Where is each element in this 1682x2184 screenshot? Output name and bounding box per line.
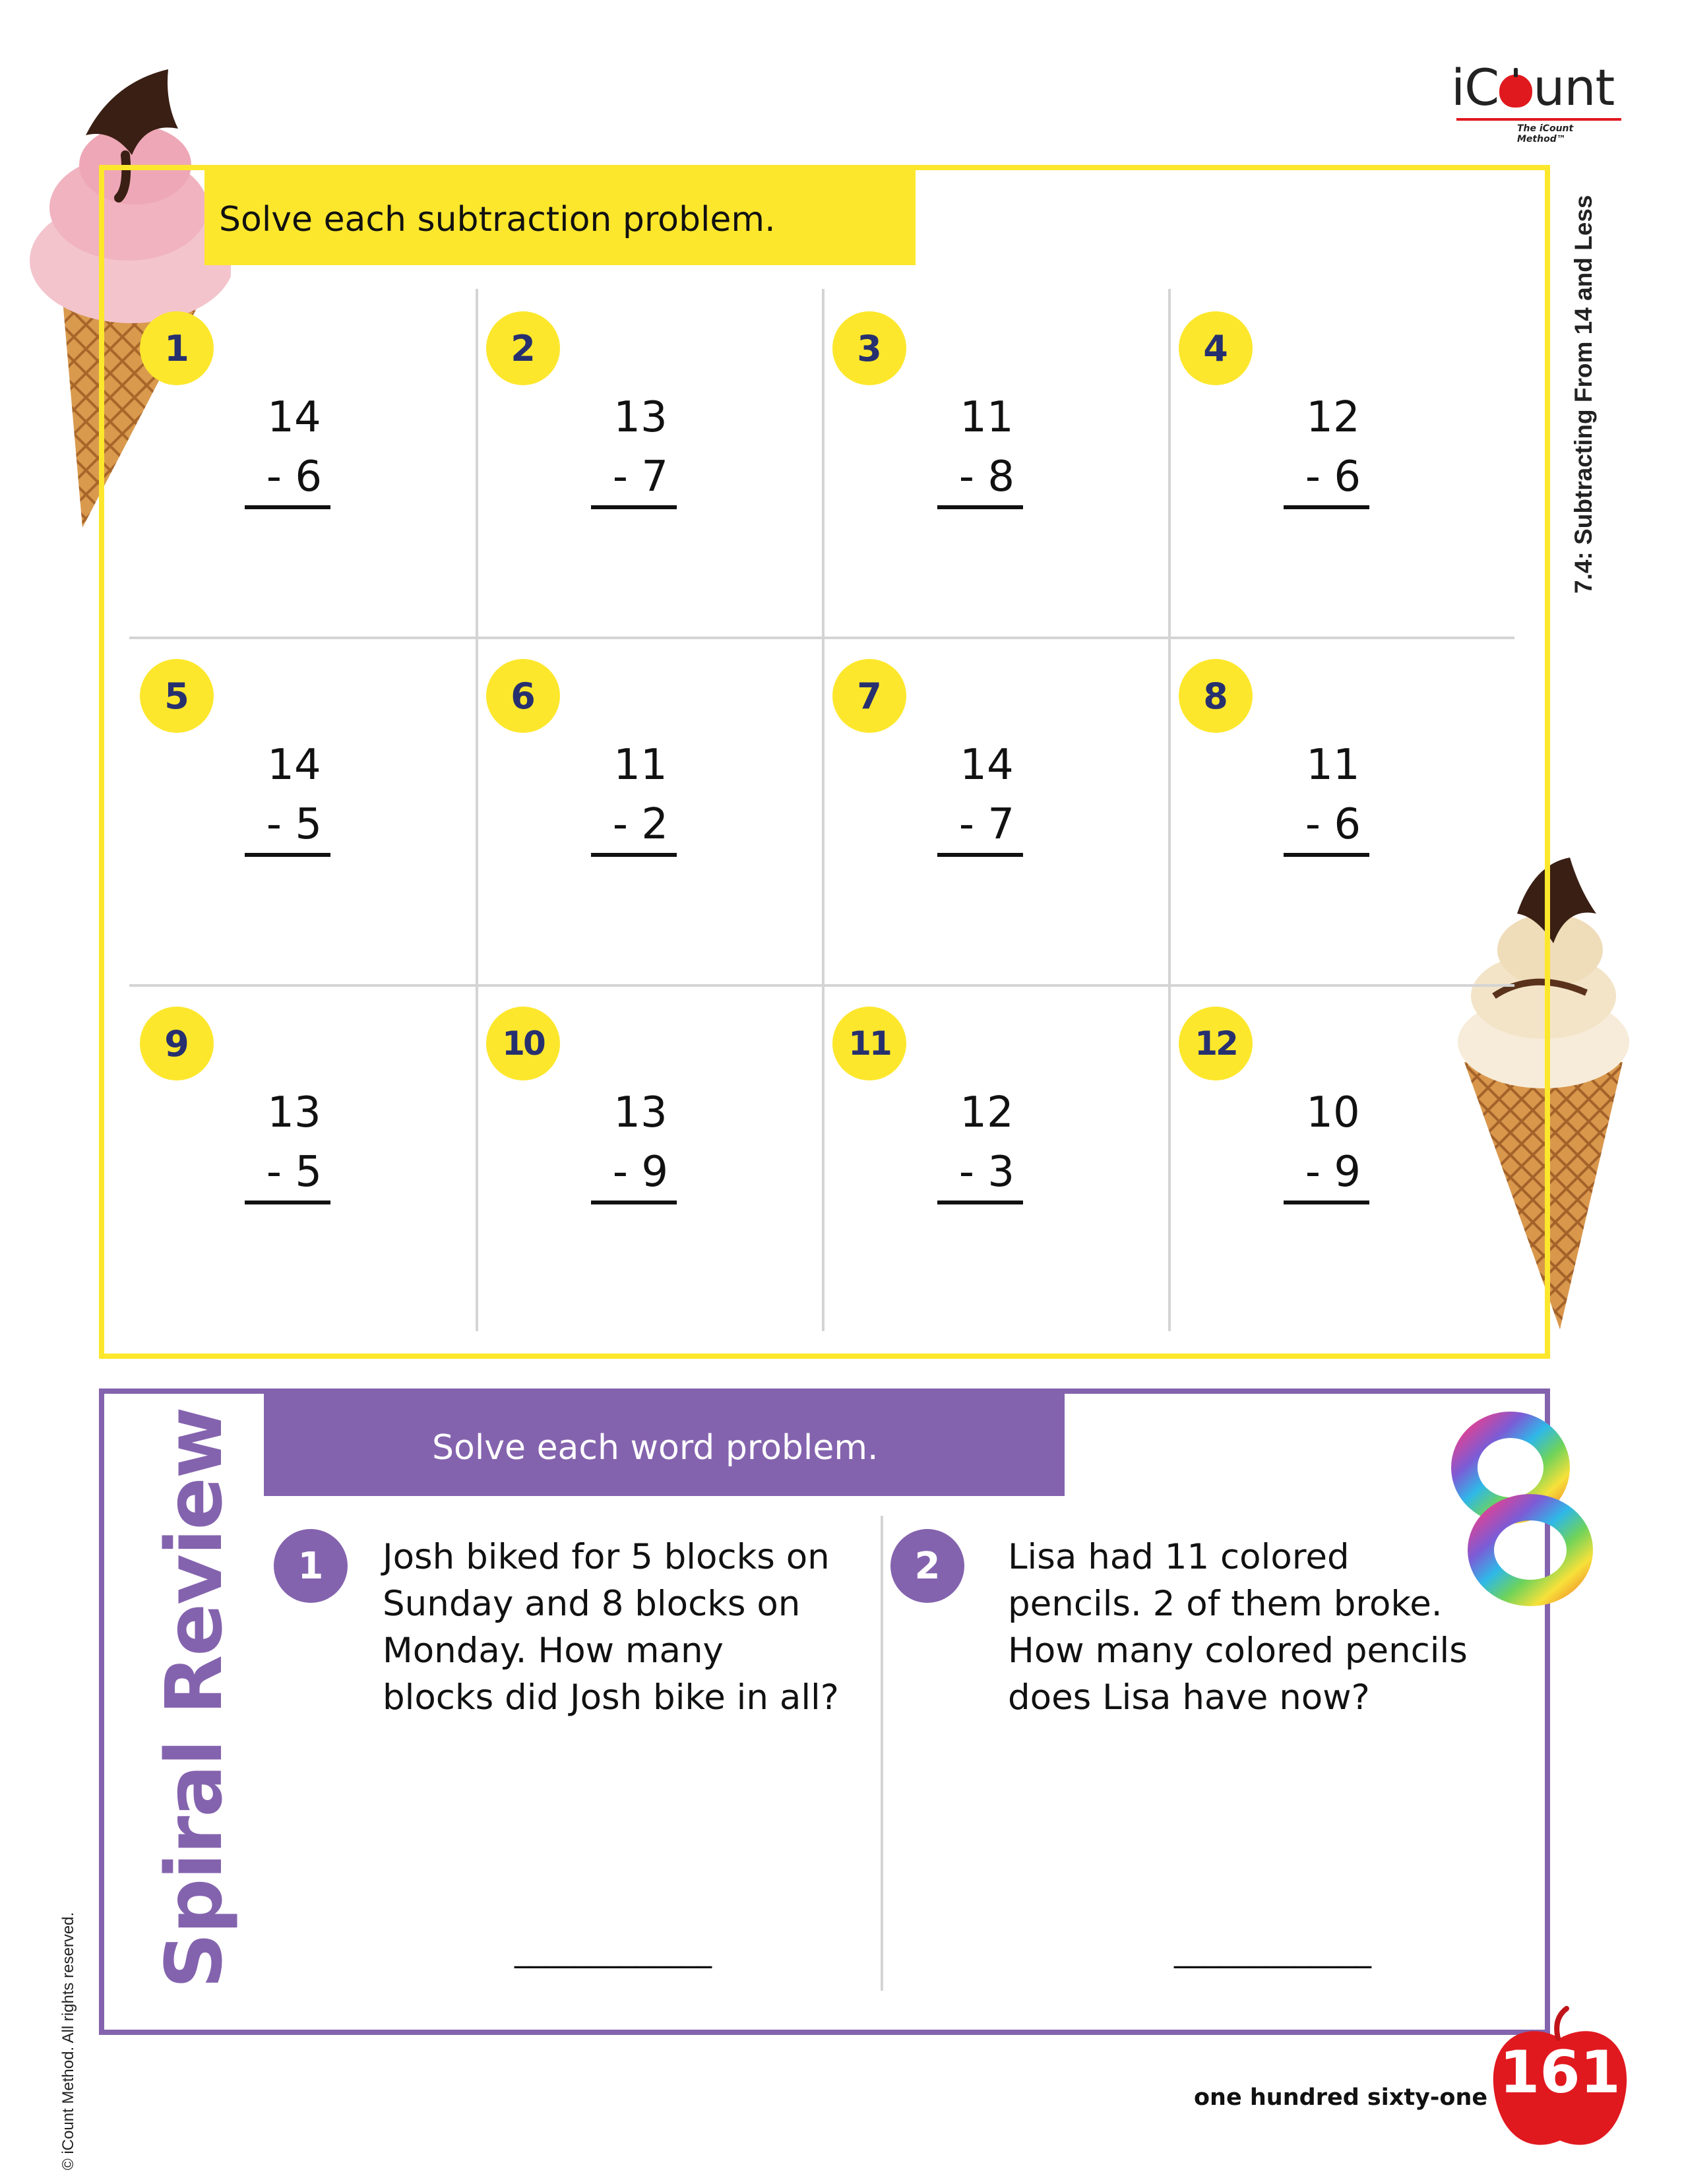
answer-line[interactable] xyxy=(591,505,677,509)
answer-line[interactable] xyxy=(591,1201,677,1204)
subtrahend: - 7 xyxy=(612,452,669,501)
answer-line[interactable] xyxy=(591,853,677,857)
word-problem-text: Josh biked for 5 blocks on Sunday and 8 blocks on Monday. How many blocks did Josh bike in all? xyxy=(383,1537,839,1718)
answer-line[interactable] xyxy=(245,1201,330,1204)
minuend: 13 xyxy=(613,393,668,442)
word-problem-divider xyxy=(881,1516,883,1991)
instruction-text: Solve each subtraction problem. xyxy=(219,200,776,239)
problem-number-badge: 2 xyxy=(486,311,560,385)
answer-line[interactable] xyxy=(937,853,1023,857)
subtrahend: - 5 xyxy=(266,800,323,849)
problem-number-badge: 3 xyxy=(832,311,906,385)
minuend: 14 xyxy=(960,741,1014,790)
minuend: 14 xyxy=(267,393,321,442)
problem-number-badge: 11 xyxy=(832,1007,906,1080)
answer-line[interactable] xyxy=(245,853,330,857)
problem-cell xyxy=(822,984,1168,1332)
logo-wordmark: iC unt xyxy=(1451,58,1615,117)
subtrahend: - 9 xyxy=(1305,1148,1361,1197)
subtrahend: - 6 xyxy=(1305,452,1361,501)
word-problem-instruction: Solve each word problem. xyxy=(432,1428,879,1468)
problem-cell xyxy=(129,637,476,984)
answer-line[interactable] xyxy=(1284,505,1369,509)
problem-cell xyxy=(1168,637,1514,984)
problem-number-badge: 5 xyxy=(140,659,214,733)
problem-number-badge: 10 xyxy=(486,1007,560,1080)
problem-cell xyxy=(476,984,822,1332)
subtrahend: - 6 xyxy=(1305,800,1361,849)
icount-logo xyxy=(1451,58,1623,144)
minuend: 11 xyxy=(1306,741,1360,790)
minuend: 13 xyxy=(613,1088,668,1137)
problem-cell xyxy=(822,289,1168,637)
answer-blank[interactable]: _____________ xyxy=(1174,1933,1371,1968)
answer-line[interactable] xyxy=(1284,853,1369,857)
subtrahend: - 2 xyxy=(612,800,669,849)
logo-tagline: The iCount Method™ xyxy=(1517,123,1574,144)
word-problem-number-badge: 2 xyxy=(890,1529,964,1603)
instruction-banner xyxy=(204,168,916,265)
page-number-badge xyxy=(1484,2005,1636,2157)
page-number-words: one hundred sixty-one xyxy=(1194,2084,1488,2111)
problem-number-badge: 7 xyxy=(832,659,906,733)
subtrahend: - 9 xyxy=(612,1148,669,1197)
minuend: 10 xyxy=(1306,1088,1360,1137)
answer-line[interactable] xyxy=(1284,1201,1369,1204)
spiral-review-label: Spiral Review xyxy=(148,1408,239,1989)
minuend: 14 xyxy=(267,741,321,790)
word-problem-number-badge: 1 xyxy=(274,1529,348,1603)
apple-icon xyxy=(1499,75,1532,108)
minuend: 11 xyxy=(960,393,1014,442)
chapter-label: 7.4: Subtracting From 14 and Less xyxy=(1570,195,1597,594)
page-number: 161 xyxy=(1499,2038,1621,2106)
problem-number-badge: 9 xyxy=(140,1007,214,1080)
problem-cell xyxy=(129,984,476,1332)
problem-number-badge: 1 xyxy=(140,311,214,385)
problem-cell xyxy=(476,637,822,984)
subtrahend: - 5 xyxy=(266,1148,323,1197)
subtrahend: - 6 xyxy=(266,452,323,501)
problem-number-badge: 8 xyxy=(1179,659,1253,733)
answer-line[interactable] xyxy=(937,505,1023,509)
subtrahend: - 3 xyxy=(958,1148,1015,1197)
subtraction-grid xyxy=(129,289,1514,1331)
problem-number-badge: 6 xyxy=(486,659,560,733)
word-problem-banner xyxy=(264,1392,1065,1496)
problem-cell xyxy=(476,289,822,637)
problem-cell xyxy=(822,637,1168,984)
problem-cell xyxy=(129,289,476,637)
minuend: 12 xyxy=(960,1088,1014,1137)
problem-cell xyxy=(1168,289,1514,637)
minuend: 11 xyxy=(613,741,668,790)
subtrahend: - 8 xyxy=(958,452,1015,501)
answer-line[interactable] xyxy=(937,1201,1023,1204)
logo-underline xyxy=(1456,118,1621,121)
subtrahend: - 7 xyxy=(958,800,1015,849)
minuend: 12 xyxy=(1306,393,1360,442)
answer-blank[interactable]: _____________ xyxy=(514,1933,712,1968)
problem-number-badge: 12 xyxy=(1179,1007,1253,1080)
answer-line[interactable] xyxy=(245,505,330,509)
copyright-notice: © iCount Method. All rights reserved. xyxy=(59,1912,77,2170)
problem-number-badge: 4 xyxy=(1179,311,1253,385)
word-problem-text: Lisa had 11 colored pencils. 2 of them broke. How many colored pencils does Lisa have now? xyxy=(1008,1537,1468,1718)
problem-cell xyxy=(1168,984,1514,1332)
minuend: 13 xyxy=(267,1088,321,1137)
